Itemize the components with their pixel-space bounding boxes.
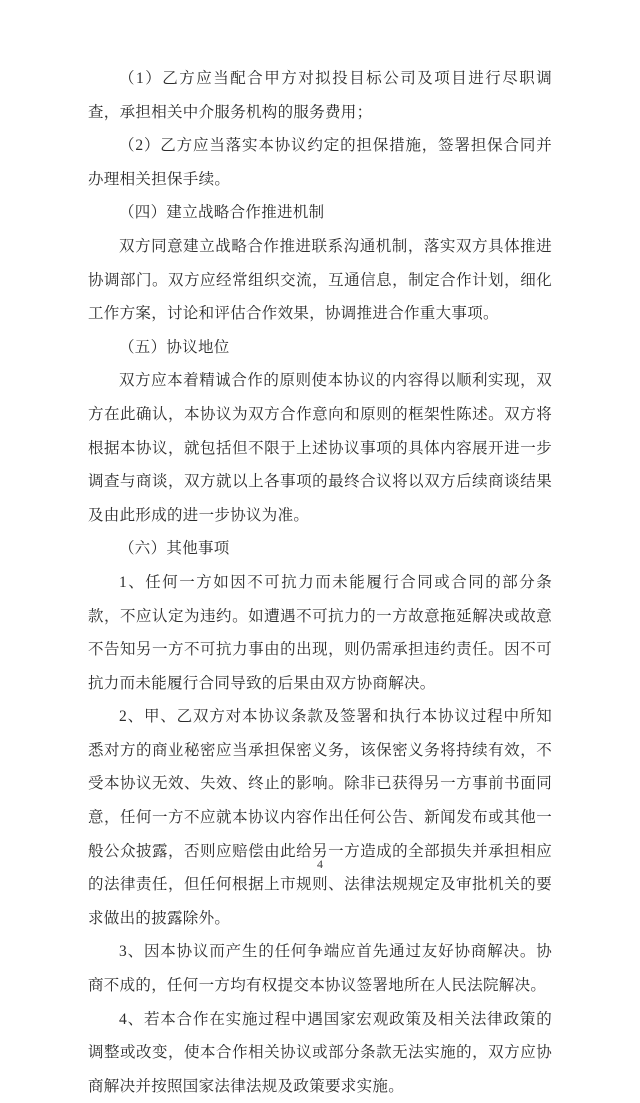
paragraph-numbered-item: 1、任何一方如因不可抗力而未能履行合同或合同的部分条款，不应认定为违约。如遭遇不可抗力的一方故意拖延解决或故意不告知另一方不可抗力事由的出现，则仍需承担违约责任。因不可抗力而未能履行合同导致的后果由双方协商解决。: [88, 573, 552, 692]
page-number: 4: [317, 857, 323, 871]
paragraph-body: 双方同意建立战略合作推进联系沟通机制，落实双方具体推进协调部门。双方应经常组织交流，互通信息，制定合作计划，细化工作方案，讨论和评估合作效果，协调推进合作重大事项。: [88, 237, 552, 323]
section-heading: （五）协议地位: [119, 338, 230, 356]
paragraph-sub-item: （1）乙方应当配合甲方对拟投目标公司及项目进行尽职调查，承担相关中介服务机构的服务费用；: [88, 70, 552, 121]
section-heading: （六）其他事项: [119, 540, 230, 558]
section-heading: （四）建立战略合作推进机制: [119, 204, 325, 222]
paragraph-numbered-item: 4、若本合作在实施过程中遇国家宏观政策及相关法律政策的调整或改变，使本合作相关协议或部分条款无法实施的，双方应协商解决并按照国家法律法规及政策要求实施。: [88, 1010, 552, 1095]
paragraph-numbered-item: 3、因本协议而产生的任何争端应首先通过友好协商解决。协商不成的，任何一方均有权提交本协议签署地所在人民法院解决。: [88, 943, 552, 995]
paragraph-numbered-item: 2、甲、乙双方对本协议条款及签署和执行本协议过程中所知悉对方的商业秘密应当承担保密义务，该保密义务将持续有效，不受本协议无效、失效、终止的影响。除非已获得另一方事前书面同意，任何一方不应就本协议内容作出任何公告、新闻发布或其他一般公众披露，否则应赔偿由此给另一方造成的全部损失并承担相应的法律责任，但任何根据上市规则、法律法规规定及审批机关的要求做出的披露除外。: [88, 708, 552, 927]
paragraph-body: 双方应本着精诚合作的原则使本协议的内容得以顺利实现，双方在此确认，本协议为双方合作意向和原则的框架性陈述。双方将根据本协议，就包括但不限于上述协议事项的具体内容展开进一步调查与商谈，双方就以上各事项的最终合议将以双方后续商谈结果及由此形成的进一步协议为准。: [88, 372, 552, 524]
paragraph-sub-item: （2）乙方应当落实本协议约定的担保措施，签署担保合同并办理相关担保手续。: [88, 137, 552, 188]
document-text-block: [88, 62, 552, 1103]
